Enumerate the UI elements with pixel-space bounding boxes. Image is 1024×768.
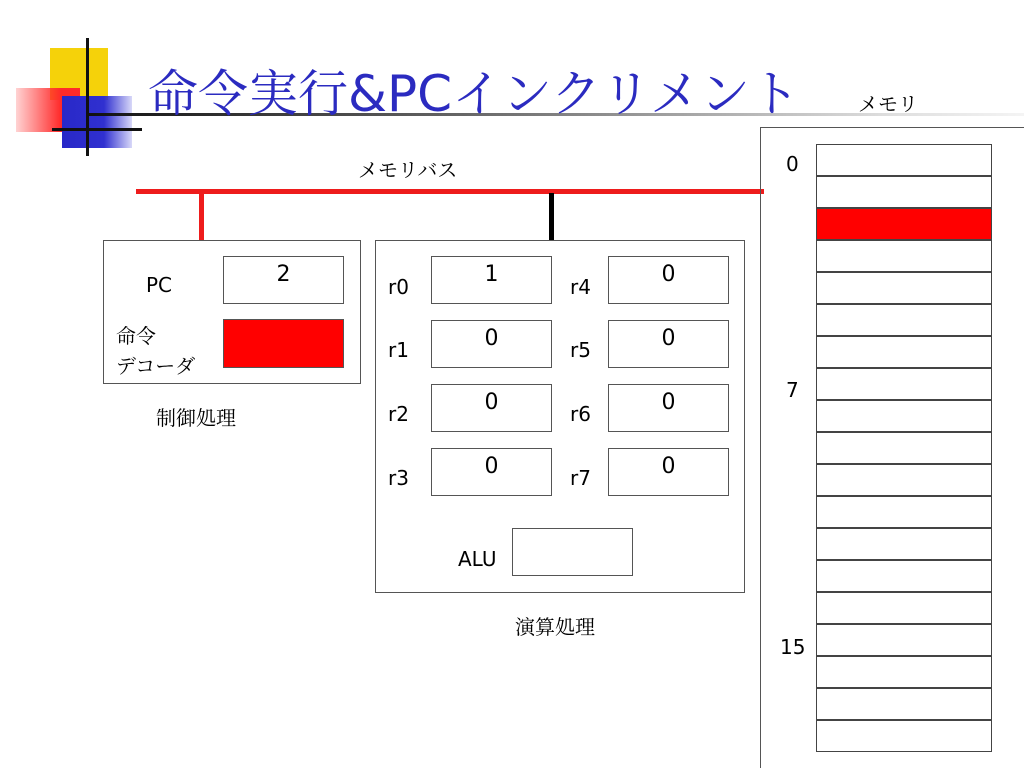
memory-cell — [816, 304, 992, 336]
pc-value-box: 2 — [223, 256, 344, 304]
memory-cell — [816, 144, 992, 176]
memory-bus-line — [136, 189, 764, 194]
register-name-r2: r2 — [388, 402, 409, 426]
memory-cell — [816, 336, 992, 368]
decoder-label-line1: 命令 — [116, 324, 156, 348]
memory-cell — [816, 624, 992, 656]
control-unit-caption: 制御処理 — [156, 406, 236, 430]
memory-cell — [816, 208, 992, 240]
alu-box — [512, 528, 633, 576]
register-value-r1: 0 — [431, 320, 552, 368]
register-name-r7: r7 — [570, 466, 591, 490]
memory-cell — [816, 528, 992, 560]
memory-cell — [816, 592, 992, 624]
register-value-r3: 0 — [431, 448, 552, 496]
register-value-r2: 0 — [431, 384, 552, 432]
memory-cell — [816, 496, 992, 528]
register-name-r4: r4 — [570, 275, 591, 299]
memory-cell — [816, 720, 992, 752]
register-value-r5: 0 — [608, 320, 729, 368]
memory-index-0: 0 — [786, 152, 799, 176]
memory-cell — [816, 240, 992, 272]
register-value-r6: 0 — [608, 384, 729, 432]
decoder-label-line2: デコーダ — [116, 354, 196, 378]
logo-horizontal-line — [52, 128, 142, 131]
memory-index-15: 15 — [780, 635, 806, 659]
register-name-r1: r1 — [388, 338, 409, 362]
memory-cell — [816, 560, 992, 592]
register-name-r5: r5 — [570, 338, 591, 362]
arithmetic-unit-caption: 演算処理 — [515, 615, 595, 639]
slide-title: 命令実行&PCインクリメント — [148, 65, 801, 123]
memory-cell — [816, 464, 992, 496]
logo-vertical-line — [86, 38, 89, 156]
bus-control-connector — [199, 193, 204, 241]
memory-cell — [816, 432, 992, 464]
memory-label: メモリ — [858, 92, 918, 116]
memory-cell — [816, 272, 992, 304]
decoder-box — [223, 319, 344, 368]
register-name-r6: r6 — [570, 402, 591, 426]
memory-cell — [816, 368, 992, 400]
memory-cell — [816, 176, 992, 208]
alu-label: ALU — [458, 547, 497, 571]
logo-blue-square — [62, 96, 132, 148]
bus-arithmetic-connector — [549, 193, 554, 241]
memory-index-7: 7 — [786, 378, 799, 402]
register-value-r0: 1 — [431, 256, 552, 304]
memory-cell — [816, 400, 992, 432]
memory-cell — [816, 656, 992, 688]
memory-bus-label: メモリバス — [358, 158, 458, 182]
memory-cell — [816, 688, 992, 720]
register-name-r0: r0 — [388, 275, 409, 299]
register-value-r7: 0 — [608, 448, 729, 496]
register-name-r3: r3 — [388, 466, 409, 490]
register-value-r4: 0 — [608, 256, 729, 304]
pc-label: PC — [146, 273, 173, 297]
